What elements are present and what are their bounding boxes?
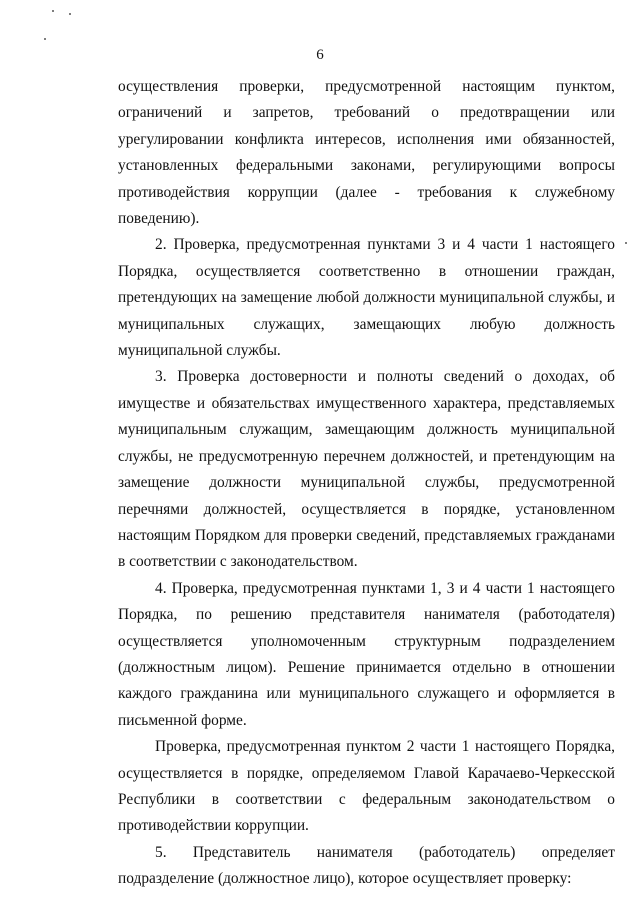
paragraph-item-3: 3. Проверка достоверности и полноты сведений о доходах, об имуществе и обязательствах имущественного характера, представляемых муниципальным служащим, замещающим должность муниципальной службы, не предусмотренную перечнем должностей, и претендующим на замещение должности муниципальной службы, предусмотренной перечнями должностей, осуществляется в порядке, установленном настоящим Порядком для проверки сведений, представляемых гражданами в соответствии с законодательством. bbox=[118, 368, 615, 571]
scan-speck bbox=[52, 10, 54, 12]
paragraph-item-4-note: Проверка, предусмотренная пунктом 2 части 1 настоящего Порядка, осуществляется в порядке, определяемом Главой Карачаево-Черкесской Республики в соответствии с федеральным законодательством о противодействии коррупции. bbox=[118, 738, 615, 835]
scan-speck bbox=[625, 242, 627, 244]
paragraph-item-2: 2. Проверка, предусмотренная пунктами 3 и 4 части 1 настоящего Порядка, осуществляется соответственно в отношении граждан, претендующих на замещение любой должности муниципальной службы, и муниципальных служащих, замещающих любую должность муниципальной службы. bbox=[118, 236, 615, 360]
paragraph-continuation: осуществления проверки, предусмотренной настоящим пунктом, ограничений и запретов, требований о предотвращении или урегулировании конфликта интересов, исполнения ими обязанностей, установленных федеральными законами, регулирующими вопросы противодействия коррупции (далее - требования к служебному поведению). bbox=[118, 78, 615, 228]
paragraph-item-5: 5. Представитель нанимателя (работодатель) определяет подразделение (должностное лицо), которое осуществляет проверку: bbox=[118, 843, 615, 888]
paragraph-item-4: 4. Проверка, предусмотренная пунктами 1, 3 и 4 части 1 настоящего Порядка, по решению представителя нанимателя (работодателя) осуществляется уполномоченным структурным подразделением (должностным лицом). Решение принимается отдельно в отношении каждого гражданина или муниципального служащего и оформляется в письменной форме. bbox=[118, 579, 615, 729]
page-number: 6 bbox=[316, 47, 324, 63]
scan-speck bbox=[44, 38, 46, 40]
scan-speck bbox=[69, 13, 71, 15]
body-text bbox=[118, 74, 615, 893]
